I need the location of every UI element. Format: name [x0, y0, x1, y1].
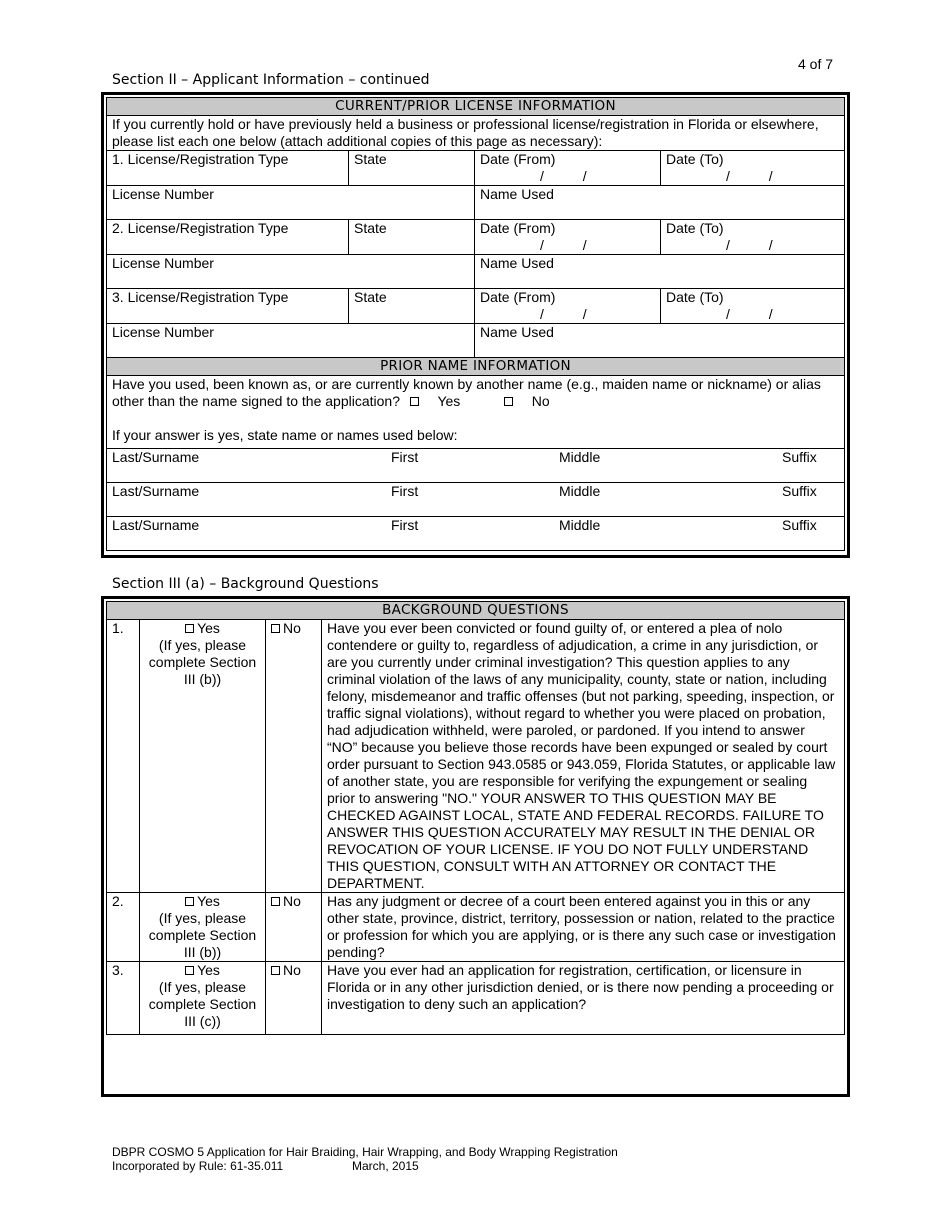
no-label: No: [531, 393, 550, 409]
footer-form-title: DBPR COSMO 5 Application for Hair Braiding, Hair Wrapping, and Body Wrapping Registration: [112, 1145, 618, 1159]
footer: [112, 1145, 618, 1173]
no-option[interactable]: [266, 893, 322, 962]
prior-name-followup: If your answer is yes, state name or names used below:: [112, 427, 458, 443]
date-slashes: / /: [726, 237, 773, 253]
date-to-label: Date (To): [666, 220, 724, 236]
date-from-field[interactable]: [475, 220, 661, 255]
last-name-label: Last/Surname: [112, 517, 200, 533]
question-number: 1.: [107, 620, 140, 893]
first-name-label: First: [391, 449, 419, 465]
no-label: No: [283, 962, 301, 978]
yes-note: (If yes, please complete Section III (b)): [148, 637, 257, 687]
date-from-label: Date (From): [480, 151, 556, 167]
license-table: [106, 97, 845, 551]
date-from-label: Date (From): [480, 220, 556, 236]
checkbox-icon: [271, 624, 280, 633]
yes-label: Yes: [437, 393, 461, 409]
date-from-field[interactable]: [475, 151, 661, 186]
license-type-label: 2. License/Registration Type: [112, 220, 289, 236]
license-type-field[interactable]: [107, 289, 349, 324]
date-to-label: Date (To): [666, 151, 724, 167]
checkbox-icon: [504, 397, 513, 406]
no-option[interactable]: [266, 620, 322, 893]
license-number-field[interactable]: [107, 255, 475, 289]
middle-name-label: Middle: [559, 449, 601, 465]
yes-label: Yes: [197, 893, 220, 909]
license-number-field[interactable]: [107, 324, 475, 358]
date-from-field[interactable]: [475, 289, 661, 324]
page-number: 4 of 7: [798, 56, 834, 72]
first-name-label: First: [391, 517, 419, 533]
checkbox-icon: [410, 397, 419, 406]
date-from-label: Date (From): [480, 289, 556, 305]
prior-name-no-option[interactable]: [504, 393, 549, 409]
name-used-label: Name Used: [480, 255, 554, 271]
license-number-field[interactable]: [107, 186, 475, 220]
yes-option[interactable]: [140, 893, 266, 962]
name-used-label: Name Used: [480, 186, 554, 202]
license-type-field[interactable]: [107, 220, 349, 255]
checkbox-icon: [271, 897, 280, 906]
background-questions-box: [101, 596, 850, 1097]
state-field[interactable]: [349, 151, 475, 186]
checkbox-icon: [185, 624, 194, 633]
middle-name-label: Middle: [559, 517, 601, 533]
prior-name-question-cell: [107, 376, 845, 449]
license-type-field[interactable]: [107, 151, 349, 186]
yes-option[interactable]: [140, 620, 266, 893]
license-info-box: [101, 92, 850, 558]
license-type-label: 1. License/Registration Type: [112, 151, 289, 167]
license-header: CURRENT/PRIOR LICENSE INFORMATION: [107, 98, 845, 116]
footer-rule: Incorporated by Rule: 61-35.011: [112, 1159, 284, 1173]
question-text: Have you ever had an application for registration, certification, or licensure in Florida or in any other jurisdiction denied, or is there now pending a proceeding or investigation to deny such an application?: [322, 962, 845, 1035]
suffix-label: Suffix: [782, 449, 817, 465]
question-text: Has any judgment or decree of a court been entered against you in this or any other state, province, district, territory, possession or nation, related to the practice or profession for which you are applying, or is there any such case or investigation pending?: [322, 893, 845, 962]
section-2-title: Section II – Applicant Information – continued: [112, 72, 430, 88]
first-name-label: First: [391, 483, 419, 499]
date-slashes: / /: [540, 306, 587, 322]
date-slashes: / /: [540, 237, 587, 253]
question-number: 3.: [107, 962, 140, 1035]
no-label: No: [283, 620, 301, 636]
prior-name-row[interactable]: [107, 517, 845, 551]
prior-name-row[interactable]: [107, 449, 845, 483]
date-to-field[interactable]: [661, 289, 845, 324]
middle-name-label: Middle: [559, 483, 601, 499]
background-table: [106, 601, 845, 1035]
date-to-field[interactable]: [661, 151, 845, 186]
checkbox-icon: [271, 966, 280, 975]
question-number: 2.: [107, 893, 140, 962]
license-type-label: 3. License/Registration Type: [112, 289, 289, 305]
license-intro: If you currently hold or have previously held a business or professional license/registration in Florida or elsewhere, please list each one below (attach additional copies of this page as necessary):: [107, 116, 845, 151]
suffix-label: Suffix: [782, 483, 817, 499]
last-name-label: Last/Surname: [112, 483, 200, 499]
date-slashes: / /: [726, 306, 773, 322]
yes-option[interactable]: [140, 962, 266, 1035]
checkbox-icon: [185, 897, 194, 906]
name-used-field[interactable]: [475, 186, 845, 220]
suffix-label: Suffix: [782, 517, 817, 533]
prior-name-header: PRIOR NAME INFORMATION: [107, 358, 845, 376]
license-number-label: License Number: [112, 186, 214, 202]
last-name-label: Last/Surname: [112, 449, 200, 465]
question-text: Have you ever been convicted or found guilty of, or entered a plea of nolo contendere or guilty to, regardless of adjudication, a crime in any jurisdiction, or are you currently under criminal investigation? This question applies to any criminal violation of the laws of any municipality, county, state or nation, including felony, misdemeanor and traffic offenses (but not parking, speeding, inspection, or traffic signal violations), without regard to whether you were placed on probation, had adjudication withheld, were paroled, or pardoned. If you intend to answer “NO” because you believe those records have been expunged or sealed by court order pursuant to Section 943.0585 or 943.059, Florida Statutes, or applicable law of another state, you are responsible for verifying the expungement or sealing prior to answering "NO." YOUR ANSWER TO THIS QUESTION MAY BE CHECKED AGAINST LOCAL, STATE AND FEDERAL RECORDS. FAILURE TO ANSWER THIS QUESTION ACCURATELY MAY RESULT IN THE DENIAL OR REVOCATION OF YOUR LICENSE. IF YOU DO NOT FULLY UNDERSTAND THIS QUESTION, CONSULT WITH AN ATTORNEY OR CONTACT THE DEPARTMENT.: [322, 620, 845, 893]
yes-label: Yes: [197, 962, 220, 978]
license-number-label: License Number: [112, 255, 214, 271]
background-header: BACKGROUND QUESTIONS: [107, 602, 845, 620]
state-label: State: [354, 220, 387, 236]
yes-note: (If yes, please complete Section III (c)): [148, 979, 257, 1029]
checkbox-icon: [185, 966, 194, 975]
prior-name-question: Have you used, been known as, or are currently known by another name (e.g., maiden name or nickname) or alias other than the name signed to the application?: [112, 376, 821, 409]
license-number-label: License Number: [112, 324, 214, 340]
state-label: State: [354, 289, 387, 305]
date-slashes: / /: [540, 168, 587, 184]
state-field[interactable]: [349, 220, 475, 255]
date-slashes: / /: [726, 168, 773, 184]
no-label: No: [283, 893, 301, 909]
prior-name-yes-option[interactable]: [410, 393, 460, 409]
name-used-label: Name Used: [480, 324, 554, 340]
name-used-field[interactable]: [475, 324, 845, 358]
state-field[interactable]: [349, 289, 475, 324]
footer-date: March, 2015: [352, 1159, 419, 1173]
prior-name-row[interactable]: [107, 483, 845, 517]
yes-label: Yes: [197, 620, 220, 636]
date-to-field[interactable]: [661, 220, 845, 255]
date-to-label: Date (To): [666, 289, 724, 305]
no-option[interactable]: [266, 962, 322, 1035]
state-label: State: [354, 151, 387, 167]
yes-note: (If yes, please complete Section III (b)): [148, 910, 257, 960]
section-3-title: Section III (a) – Background Questions: [112, 576, 379, 592]
name-used-field[interactable]: [475, 255, 845, 289]
